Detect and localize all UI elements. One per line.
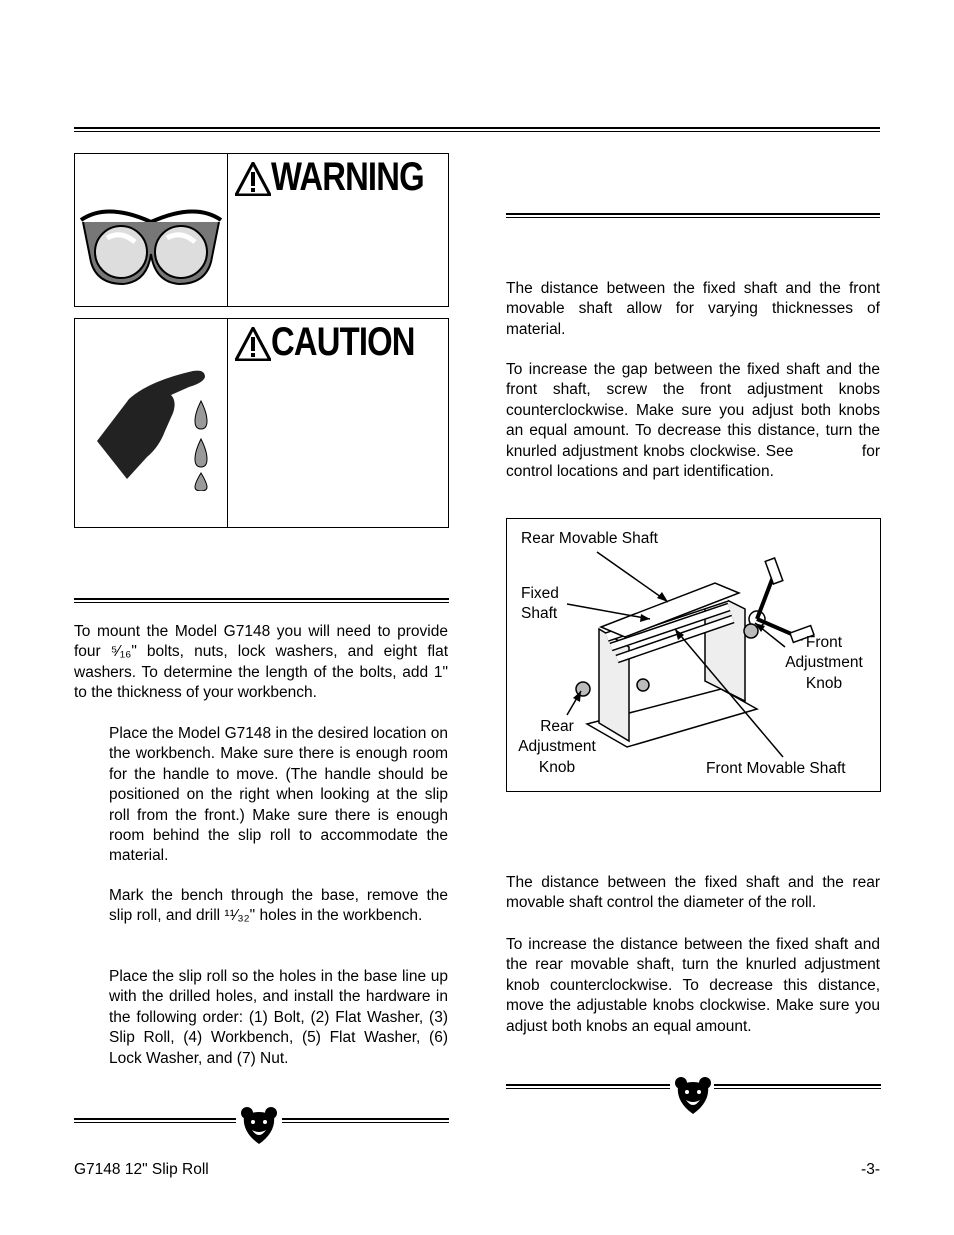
rear-shaft-para-1: The distance between the fixed shaft and the rear movable shaft control the diameter of the roll.	[506, 874, 880, 912]
mounting-step-2: Mark the bench through the base, remove the slip roll, and drill ¹¹⁄₃₂" holes in the workbench.	[109, 887, 448, 925]
front-shaft-section-rule	[506, 213, 880, 218]
label-front-adjustment-knob: Front Adjustment Knob	[785, 634, 863, 692]
warning-box	[74, 153, 449, 307]
right-end-divider	[506, 1076, 881, 1116]
caution-header: CAUTION	[271, 320, 415, 364]
footer-title: G7148 12" Slip Roll	[74, 1161, 209, 1178]
warning-header: WARNING	[271, 155, 424, 199]
warning-triangle-icon	[235, 162, 271, 196]
label-fixed-shaft: Fixed Shaft	[521, 585, 559, 623]
mounting-step-1: Place the Model G7148 in the desired location on the workbench. Make sure there is enough room for the handle to move. (The handle should be positioned on the right when looking at the slip roll from the front.) Make sure there is enough room behind the slip roll to accommodate the material.	[109, 725, 448, 865]
front-shaft-para-2	[506, 360, 880, 482]
caution-triangle-icon	[235, 327, 271, 361]
bear-logo-icon	[674, 1076, 712, 1116]
left-end-divider	[74, 1106, 449, 1146]
hand-oil-drops-icon	[89, 361, 219, 491]
label-rear-adjustment-knob: Rear Adjustment Knob	[518, 718, 596, 776]
page-number: -3-	[861, 1161, 880, 1178]
slip-roll-figure	[506, 518, 881, 792]
top-rule	[74, 127, 880, 132]
label-front-movable-shaft: Front Movable Shaft	[706, 760, 846, 777]
front-shaft-para-1: The distance between the fixed shaft and the front movable shaft allow for varying thicknesses of material.	[506, 280, 880, 338]
front-shaft-para-2b: for control locations and part identification.	[506, 442, 880, 481]
bear-logo-icon	[240, 1106, 278, 1146]
safety-glasses-icon	[77, 192, 225, 292]
label-rear-movable-shaft: Rear Movable Shaft	[521, 530, 658, 547]
rear-shaft-para-2: To increase the distance between the fixed shaft and the rear movable shaft, turn the knurled adjustment knob counterclockwise. To decrease this distance, move the adjustable knobs clockwise. Make sure you adjust both knobs an equal amount.	[506, 936, 880, 1035]
mounting-section-rule	[74, 598, 449, 603]
front-shaft-para-2a: To increase the gap between the fixed shaft and the front shaft, screw the front adjustment knobs counterclockwise. Make sure you adjust both knobs an equal amount. To decrease this distance, turn the knurled adjustment knobs clockwise. See	[506, 361, 880, 460]
mounting-step-3: Place the slip roll so the holes in the base line up with the drilled holes, and install the hardware in the following order: (1) Bolt, (2) Flat Washer, (3) Slip Roll, (4) Workbench, (5) Flat Washer, (6) Lock Washer, and (7) Nut.	[109, 968, 448, 1067]
mounting-intro: To mount the Model G7148 you will need to provide four ⁵⁄₁₆" bolts, nuts, lock washers, and eight flat washers. To determine the length of the bolts, add 1" to the thickness of your workbench.	[74, 623, 448, 702]
caution-box	[74, 318, 449, 528]
